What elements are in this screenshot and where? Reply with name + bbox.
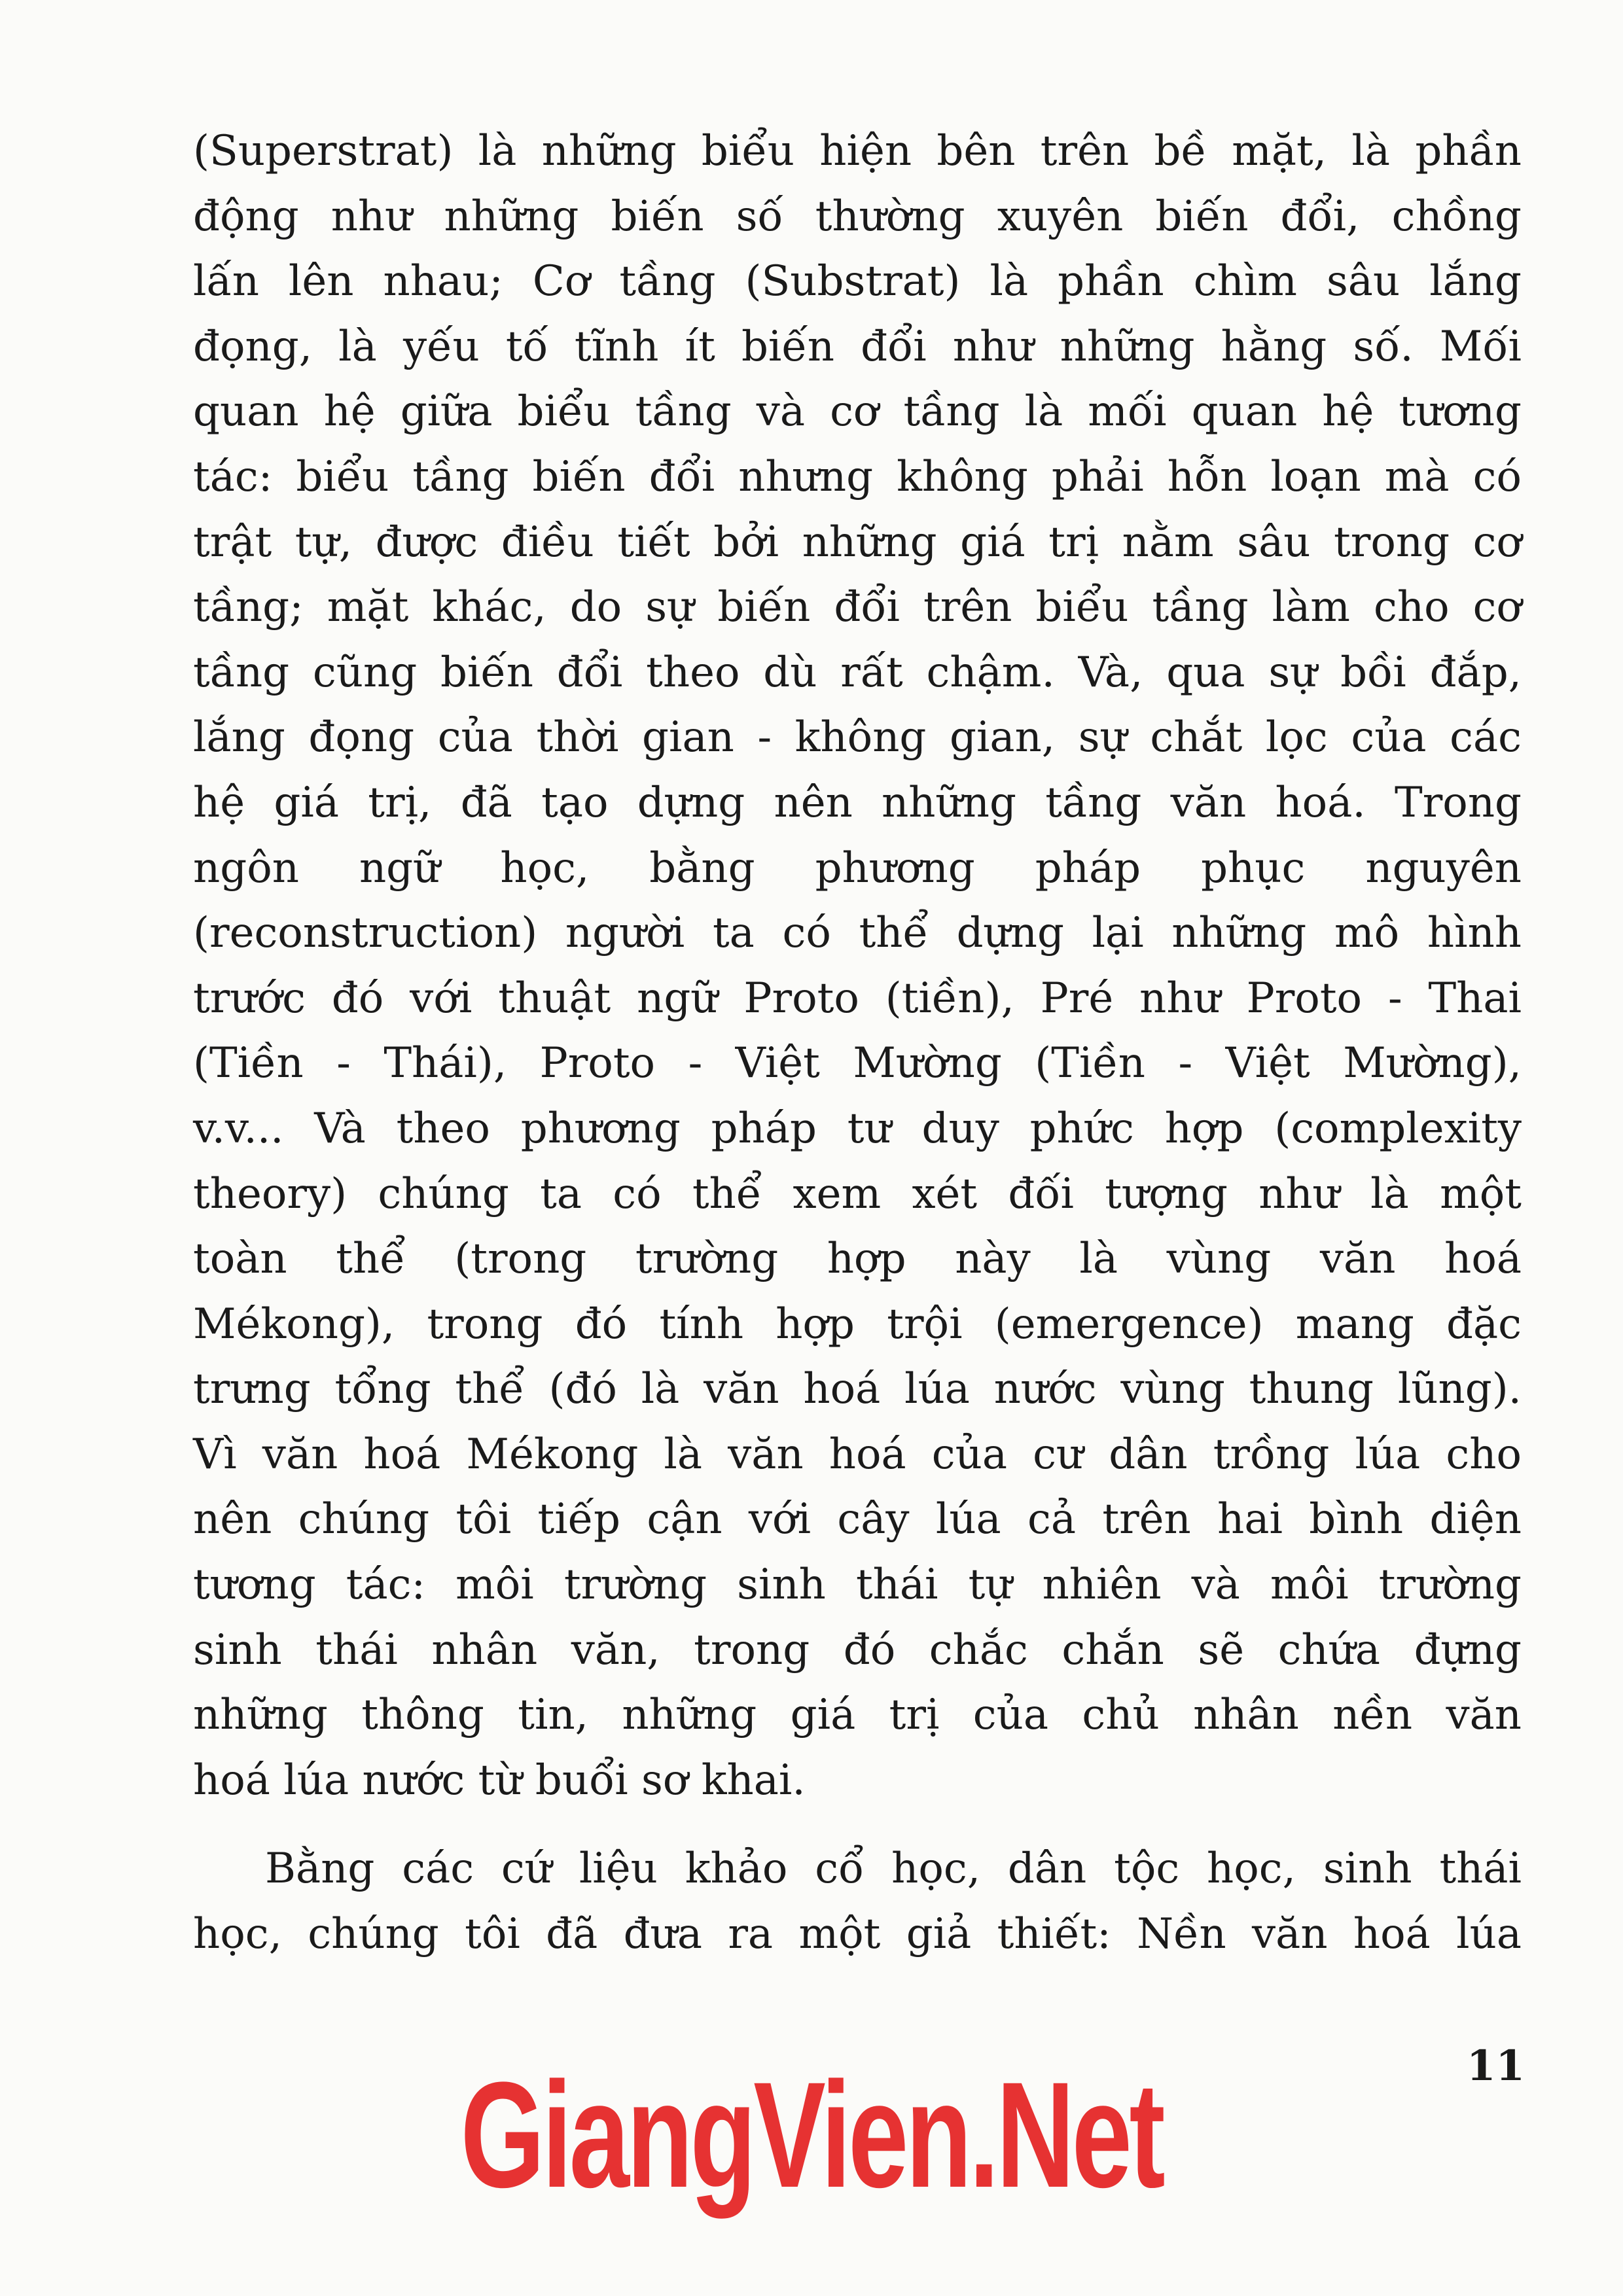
text-line: trước đó với thuật ngữ Proto (tiền), Pré như Proto - Thai	[193, 974, 1522, 1023]
text-line: đọng, là yếu tố tĩnh ít biến đổi như những hằng số. Mối	[193, 322, 1522, 371]
text-line: hoá lúa nước từ buổi sơ khai.	[193, 1756, 806, 1805]
body-text	[193, 119, 1522, 1968]
text-line: lấn lên nhau; Cơ tầng (Substrat) là phần chìm sâu lắng	[193, 257, 1522, 306]
text-line: trưng tổng thể (đó là văn hoá lúa nước vùng thung lũng).	[193, 1365, 1522, 1414]
text-line: tác: biểu tầng biến đổi nhưng không phải hỗn loạn mà có	[193, 452, 1522, 501]
paragraph-gap	[193, 1813, 1522, 1837]
text-line: (Tiền - Thái), Proto - Việt Mường (Tiền - Việt Mường),	[193, 1039, 1522, 1088]
text-line: tầng cũng biến đổi theo dù rất chậm. Và, qua sự bồi đắp,	[193, 648, 1522, 697]
text-line: (reconstruction) người ta có thể dựng lại những mô hình	[193, 909, 1522, 958]
text-line: Bằng các cứ liệu khảo cổ học, dân tộc học, sinh thái	[265, 1845, 1522, 1894]
text-line: theory) chúng ta có thể xem xét đối tượng như là một	[193, 1169, 1522, 1218]
text-line: tương tác: môi trường sinh thái tự nhiên và môi trường	[193, 1561, 1522, 1610]
page-number: 11	[1466, 2041, 1525, 2091]
text-line: nên chúng tôi tiếp cận với cây lúa cả trên hai bình diện	[193, 1495, 1522, 1544]
text-line: toàn thể (trong trường hợp này là vùng văn hoá	[193, 1235, 1522, 1284]
text-line: (Superstrat) là những biểu hiện bên trên bề mặt, là phần	[193, 127, 1522, 175]
text-line: sinh thái nhân văn, trong đó chắc chắn sẽ chứa đựng	[193, 1625, 1522, 1674]
paragraph-2	[193, 1837, 1522, 1967]
text-line: động như những biến số thường xuyên biến đổi, chồng	[193, 192, 1522, 241]
watermark: GiangVien.Net	[460, 2051, 1163, 2219]
text-line: Vì văn hoá Mékong là văn hoá của cư dân trồng lúa cho	[193, 1430, 1522, 1479]
text-line: những thông tin, những giá trị của chủ nhân nền văn	[193, 1691, 1522, 1740]
text-line: tầng; mặt khác, do sự biến đổi trên biểu tầng làm cho cơ	[193, 583, 1522, 632]
text-line: Mékong), trong đó tính hợp trội (emergence) mang đặc	[193, 1299, 1522, 1349]
text-line: lắng đọng của thời gian - không gian, sự chắt lọc của các	[193, 713, 1522, 762]
text-line: quan hệ giữa biểu tầng và cơ tầng là mối quan hệ tương	[193, 387, 1522, 436]
paragraph-1	[193, 119, 1522, 1813]
text-line: ngôn ngữ học, bằng phương pháp phục nguyên	[193, 843, 1522, 892]
text-line: trật tự, được điều tiết bởi những giá trị nằm sâu trong cơ	[193, 518, 1522, 567]
text-line: hệ giá trị, đã tạo dựng nên những tầng văn hoá. Trong	[193, 778, 1522, 827]
text-line: v.v... Và theo phương pháp tư duy phức hợp (complexity	[193, 1104, 1522, 1153]
text-line: học, chúng tôi đã đưa ra một giả thiết: Nền văn hoá lúa	[193, 1910, 1522, 1959]
